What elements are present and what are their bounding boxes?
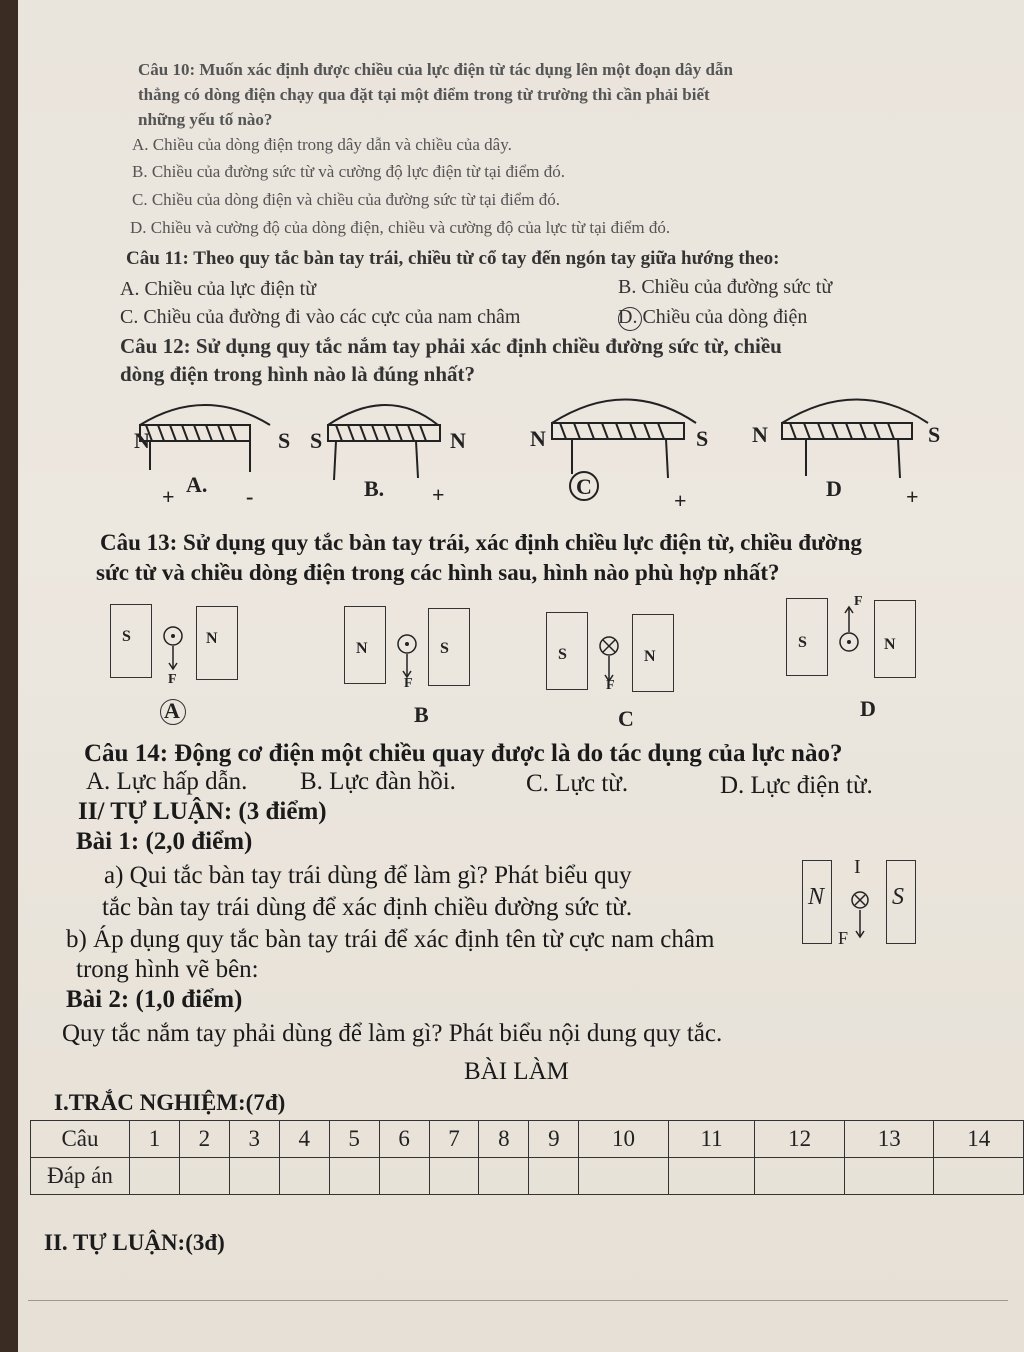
- q10-option-d: D. Chiều và cường độ của dòng điện, chiều và cường độ của lực từ tại điểm đó.: [130, 218, 671, 237]
- right-pole-handwritten: S: [892, 884, 904, 910]
- force-label: F: [404, 676, 413, 691]
- answer-cell[interactable]: [579, 1158, 669, 1195]
- answer-cell[interactable]: [755, 1158, 845, 1195]
- table-row-answers: [31, 1158, 1024, 1195]
- terminal-2: +: [674, 488, 687, 513]
- q10-stem-line1: Câu 10: Muốn xác định được chiều của lực điện từ tác dụng lên một đoạn dây dẫn: [138, 60, 733, 79]
- q14-option-a: A. Lực hấp dẫn.: [86, 768, 248, 795]
- force-label: F: [606, 678, 615, 693]
- left-pole: S: [798, 634, 807, 651]
- terminal-2: +: [906, 484, 919, 509]
- figure-label: B.: [364, 476, 385, 501]
- essay-title: II/ TỰ LUẬN: (3 điểm): [78, 798, 327, 825]
- q12-figure-c: [526, 378, 736, 513]
- answer-section1: I.TRẮC NGHIỆM:(7đ): [54, 1090, 286, 1115]
- table-cell: 5: [329, 1121, 379, 1158]
- current-label: I: [854, 856, 861, 878]
- answer-cell[interactable]: [429, 1158, 479, 1195]
- q11-answer-circle: [618, 307, 642, 331]
- q10-stem-line2: thẳng có dòng điện chạy qua đặt tại một điểm trong từ trường thì cần phải biết: [138, 85, 710, 104]
- answer-title: BÀI LÀM: [464, 1058, 569, 1085]
- q12-stem-line1: Câu 12: Sử dụng quy tắc nắm tay phải xác định chiều đường sức từ, chiều: [120, 334, 782, 358]
- right-pole: S: [928, 422, 941, 447]
- q14-option-b: B. Lực đàn hồi.: [300, 768, 456, 795]
- q12-figure-d: [748, 378, 968, 510]
- answer-section2: II. TỰ LUẬN:(3đ): [44, 1230, 225, 1255]
- table-cell: 3: [229, 1121, 279, 1158]
- answer-cell[interactable]: [844, 1158, 934, 1195]
- answer-cell[interactable]: [379, 1158, 429, 1195]
- q14-option-c: C. Lực từ.: [526, 770, 629, 797]
- q10-stem-line3: những yếu tố nào?: [138, 110, 273, 129]
- bai2-title: Bài 2: (1,0 điểm): [66, 986, 243, 1013]
- figure-label: D: [860, 696, 876, 721]
- current-cross-icon: [846, 888, 876, 944]
- q13-figure-d: [784, 590, 944, 720]
- left-pole-handwritten: N: [808, 884, 825, 910]
- bai1-a-line1: a) Qui tắc bàn tay trái dùng để làm gì? Phát biểu quy: [104, 862, 632, 889]
- q12-figure-b: [308, 380, 508, 510]
- table-cell: 7: [429, 1121, 479, 1158]
- q13-stem-line2: sức từ và chiều dòng điện trong các hình sau, hình nào phù hợp nhất?: [96, 560, 780, 585]
- q11-option-c: C. Chiều của đường đi vào các cực của nam châm: [120, 306, 521, 328]
- right-pole: S: [440, 640, 449, 657]
- right-pole: N: [884, 636, 896, 653]
- q10-option-c: C. Chiều của dòng điện và chiều của đường sức từ tại điểm đó.: [132, 190, 561, 209]
- figure-label: D: [826, 476, 842, 501]
- answer-cell[interactable]: [130, 1158, 180, 1195]
- q10-option-b: B. Chiều của đường sức từ và cường độ lực điện từ tại điểm đó.: [132, 162, 566, 181]
- terminal-2: -: [246, 484, 254, 509]
- q14-stem: Câu 14: Động cơ điện một chiều quay được là do tác dụng của lực nào?: [84, 740, 843, 767]
- q13-answer-circle: [160, 699, 186, 725]
- left-pole: N: [752, 422, 768, 447]
- bai1-a-line2: tắc bàn tay trái dùng để xác định chiều đường sức từ.: [102, 894, 633, 921]
- table-cell: 10: [579, 1121, 669, 1158]
- right-pole: N: [450, 428, 466, 453]
- right-pole: S: [278, 428, 291, 453]
- table-header-cau: Câu: [31, 1121, 130, 1158]
- answer-cell[interactable]: [229, 1158, 279, 1195]
- q13-figure-b: [342, 600, 502, 730]
- table-cell: 13: [844, 1121, 934, 1158]
- q11-option-d: D. Chiều của dòng điện: [618, 306, 808, 328]
- answer-cell[interactable]: [668, 1158, 755, 1195]
- answer-cell[interactable]: [479, 1158, 529, 1195]
- terminal-1: +: [162, 484, 175, 509]
- answer-table: [30, 1120, 1024, 1195]
- bai1-title: Bài 1: (2,0 điểm): [76, 828, 253, 855]
- q11-stem: Câu 11: Theo quy tắc bàn tay trái, chiều từ cổ tay đến ngón tay giữa hướng theo:: [126, 248, 780, 269]
- table-cell: 4: [279, 1121, 329, 1158]
- q11-option-b: B. Chiều của đường sức từ: [618, 276, 833, 298]
- bai1-b-line1: b) Áp dụng quy tắc bàn tay trái để xác định tên từ cực nam châm: [66, 926, 715, 953]
- figure-label: C: [576, 474, 592, 499]
- answer-cell[interactable]: [529, 1158, 579, 1195]
- bai1-figure: [800, 852, 950, 952]
- terminal-2: +: [432, 482, 445, 507]
- left-pole: N: [134, 428, 150, 453]
- table-cell: 11: [668, 1121, 755, 1158]
- q13-figure-c: [544, 606, 704, 736]
- exam-paper: [18, 0, 1024, 1352]
- table-row-numbers: [31, 1121, 1024, 1158]
- table-cell: 12: [755, 1121, 845, 1158]
- right-pole: N: [644, 648, 656, 665]
- writing-line: [28, 1300, 1008, 1301]
- left-pole: N: [530, 426, 546, 451]
- answer-cell[interactable]: [279, 1158, 329, 1195]
- right-pole: S: [696, 426, 709, 451]
- answer-cell[interactable]: [934, 1158, 1024, 1195]
- bai1-b-line2: trong hình vẽ bên:: [76, 956, 259, 983]
- q12-figure-a: [110, 380, 310, 510]
- force-label: F: [838, 928, 849, 948]
- table-cell: 1: [130, 1121, 180, 1158]
- left-pole: S: [310, 428, 323, 453]
- force-label: F: [854, 594, 863, 609]
- left-pole: S: [558, 646, 567, 663]
- q11-option-a: A. Chiều của lực điện từ: [120, 278, 317, 300]
- figure-label: A: [164, 698, 180, 723]
- answer-cell[interactable]: [179, 1158, 229, 1195]
- left-pole: S: [122, 628, 131, 645]
- table-cell: 2: [179, 1121, 229, 1158]
- answer-cell[interactable]: [329, 1158, 379, 1195]
- q14-option-d: D. Lực điện từ.: [720, 772, 873, 799]
- current-dot-icon: [832, 596, 868, 656]
- solenoid-diagram: [308, 380, 508, 510]
- table-cell: 8: [479, 1121, 529, 1158]
- q10-option-a: A. Chiều của dòng điện trong dây dẫn và chiều của dây.: [132, 135, 512, 154]
- table-header-dap-an: Đáp án: [31, 1158, 130, 1195]
- table-cell: 6: [379, 1121, 429, 1158]
- table-cell: 14: [934, 1121, 1024, 1158]
- figure-label: C: [618, 706, 634, 731]
- force-label: F: [168, 672, 177, 687]
- left-pole: N: [356, 640, 368, 657]
- right-pole: N: [206, 630, 218, 647]
- bai2-text: Quy tắc nắm tay phải dùng để làm gì? Phát biểu nội dung quy tắc.: [62, 1020, 723, 1047]
- q13-stem-line1: Câu 13: Sử dụng quy tắc bàn tay trái, xác định chiều lực điện từ, chiều đường: [100, 530, 862, 555]
- figure-label: A.: [186, 472, 208, 497]
- figure-label: B: [414, 702, 429, 727]
- q13-figure-a: [108, 600, 268, 730]
- table-cell: 9: [529, 1121, 579, 1158]
- q12-stem-line2: dòng điện trong hình nào là đúng nhất?: [120, 362, 476, 386]
